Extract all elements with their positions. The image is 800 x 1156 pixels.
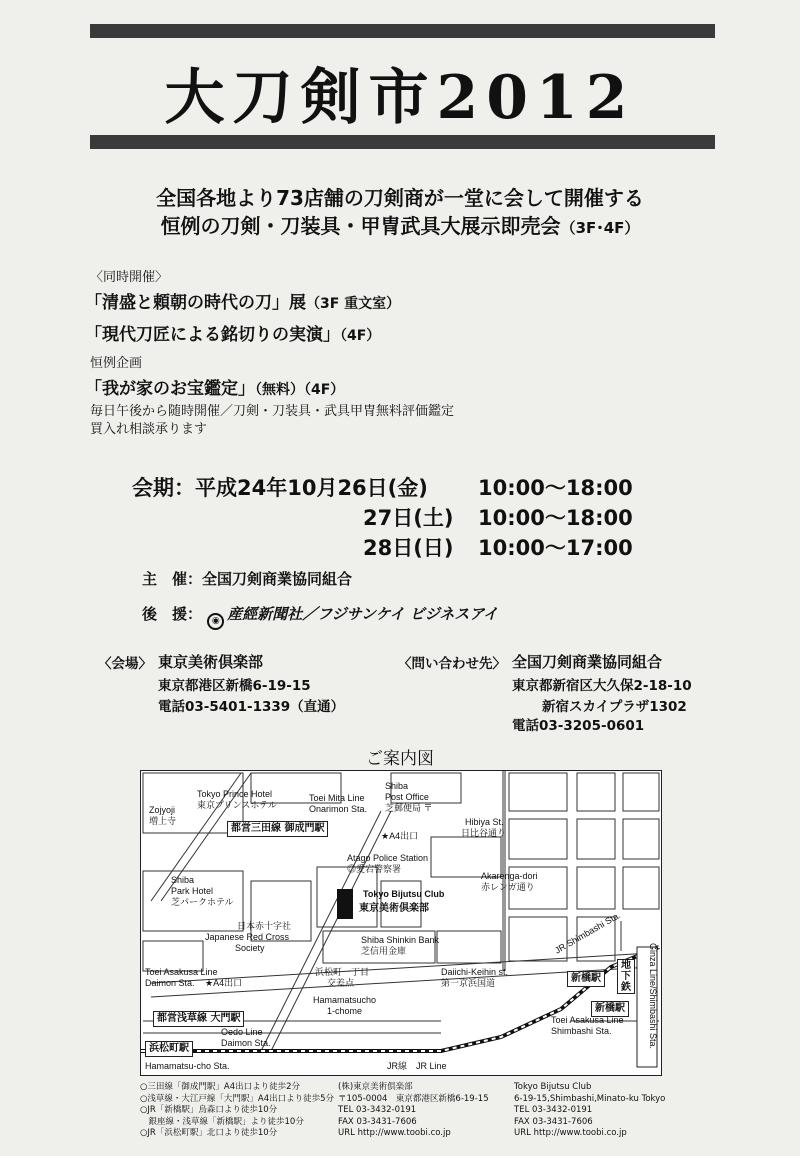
simultaneous-item-2 <box>85 320 380 345</box>
akarenga-en: Akarenga-dori <box>481 871 538 881</box>
annual-heading: 恒例企画 <box>90 356 143 371</box>
annual-desc-2: 買入れ相談承ります <box>90 422 208 437</box>
a4-north: ★A4出口 <box>381 831 419 841</box>
jp-info-line: (株)東京美術倶楽部 <box>338 1082 413 1092</box>
en-info-line: URL http://www.toobi.co.jp <box>514 1128 627 1139</box>
asakusa-en-2: Daimon Sta. <box>145 978 195 988</box>
session-date-3: 28日(日) <box>363 536 454 560</box>
jr-line-label: JR線 JR Line <box>387 1061 447 1071</box>
organizer-line <box>142 568 352 589</box>
hamamatsu1-en-1: Hamamatsucho <box>313 995 377 1005</box>
access-map <box>140 770 662 1076</box>
session-time-1: 10:00〜18:00 <box>478 476 633 500</box>
station-onarimon: 都営三田線 御成門駅 <box>227 821 328 837</box>
access-item: 銀座線・浅草線「新橋駅」より徒歩10分 <box>140 1116 304 1127</box>
venue-phone: 電話03-5401-1339（直通） <box>158 699 345 715</box>
access-item: ○JR「新橋駅」烏森口より徒歩10分 <box>140 1105 278 1116</box>
jp-info-line: 〒105-0004 東京都港区新橋6-19-15 <box>338 1093 489 1104</box>
jp-info-line: TEL 03-3432-0191 <box>338 1105 417 1116</box>
hibiya-en: Hibiya St. <box>465 817 504 827</box>
support-line <box>142 603 498 630</box>
access-item: ○JR「浜松町駅」北口より徒歩10分 <box>140 1128 278 1139</box>
event-title: 大刀剣市2012 <box>164 63 636 133</box>
station-hamamatsucho: 浜松町駅 <box>145 1041 193 1057</box>
en-info-line: FAX 03-3431-7606 <box>514 1116 593 1127</box>
venue-building-icon <box>337 889 353 919</box>
annual-item <box>85 374 344 399</box>
session-date-2: 27日(土) <box>363 506 454 530</box>
ginza-line-en: Ginza Line/Shimbashi Sta. <box>648 943 658 1050</box>
hamamatsu1-jp-2: 交差点 <box>327 978 355 988</box>
mita-en-1: Toei Mita Line <box>309 793 365 803</box>
redcross-en-1: Japanese Red Cross <box>205 932 290 942</box>
access-item: ○三田線「御成門駅」A4出口より徒歩2分 <box>140 1082 301 1092</box>
simultaneous-item-2-note: （4F） <box>340 328 381 344</box>
a4-south: ★A4出口 <box>205 978 243 988</box>
zojoji-jp: 増上寺 <box>149 816 177 826</box>
organizer-label: 主 催： <box>142 570 203 588</box>
prince-en: Tokyo Prince Hotel <box>197 789 273 799</box>
club-jp: 東京美術倶楽部 <box>359 903 429 914</box>
organizer-name: 全国刀剣商業協同組合 <box>202 570 353 588</box>
contact-phone: 電話03-3205-0601 <box>512 718 645 734</box>
contact-address-1: 東京都新宿区大久保2-18-10 <box>512 678 692 694</box>
support-name: 産經新聞社／フジサンケイ ビジネスアイ <box>227 605 498 623</box>
session-time-3: 10:00〜17:00 <box>478 536 633 560</box>
shinkin-jp: 芝信用金庫 <box>361 946 407 956</box>
simultaneous-item-1 <box>85 288 400 313</box>
oedo-en-2: Daimon Sta. <box>221 1038 271 1048</box>
park-jp: 芝パークホテル <box>171 897 234 907</box>
venue-address: 東京都港区新橋6-19-15 <box>158 678 311 694</box>
contact-label: 〈問い合わせ先〉 <box>398 656 506 672</box>
lead-line-2-main: 恒例の刀剣・刀装具・甲冑武具大展示即売会 <box>160 214 561 238</box>
lead-line-2 <box>0 210 800 239</box>
simultaneous-item-2-title: 「現代刀匠による銘切りの実演」 <box>85 325 340 345</box>
venue-name: 東京美術倶楽部 <box>158 653 264 671</box>
en-info-line: 6-19-15,Shimbashi,Minato-ku Tokyo <box>514 1093 666 1104</box>
chikatetsu-char-2: 下 <box>621 971 631 982</box>
support-label: 後 援： <box>142 605 203 623</box>
hibiya-jp: 日比谷通り <box>461 828 507 838</box>
venue-label: 〈会場〉 <box>98 656 152 672</box>
jp-info <box>338 1082 489 1140</box>
post-en-1: Shiba <box>385 781 409 791</box>
simultaneous-item-1-title: 「清盛と頼朝の時代の刀」展 <box>85 293 306 313</box>
redcross-jp: 日本赤十字社 <box>237 921 292 931</box>
hamamatsucho-en: Hamamatsu-cho Sta. <box>145 1061 230 1071</box>
session-label: 会期：平成24年10月26日(金) <box>132 476 428 500</box>
annual-item-note: （無料）（4F） <box>255 382 345 398</box>
shinkin-en: Shiba Shinkin Bank <box>361 935 440 945</box>
hamamatsu1-en-2: 1-chome <box>327 1006 363 1016</box>
atago-en: Atago Police Station <box>347 853 429 863</box>
en-info-line: TEL 03-3432-0191 <box>514 1105 593 1116</box>
asakusa-en-1: Toei Asakusa Line <box>145 967 218 977</box>
en-info-line: Tokyo Bijutsu Club <box>514 1082 592 1092</box>
station-shimbashi-subway: 新橋駅 <box>591 1001 629 1017</box>
toei-shimbashi-en-1: Toei Asakusa Line <box>551 1015 624 1025</box>
contact-address-2: 新宿スカイプラザ1302 <box>542 699 687 715</box>
sankei-logo-icon: ◉ <box>207 613 224 630</box>
simultaneous-heading: 〈同時開催〉 <box>90 270 169 285</box>
prince-jp: 東京プリンスホテル <box>197 800 277 810</box>
club-en: Tokyo Bijutsu Club <box>363 889 445 899</box>
atago-jp: ◎愛宕警察署 <box>347 864 402 874</box>
contact-name: 全国刀剣商業協同組合 <box>512 653 663 671</box>
daiichi-en: Daiichi-Keihin st. <box>441 967 509 977</box>
park-en-2: Park Hotel <box>171 886 214 896</box>
lead-line-1: 全国各地より73店舗の刀剣商が一堂に会して開催する <box>156 186 644 210</box>
station-shimbashi: 新橋駅 <box>567 971 605 987</box>
en-info <box>514 1082 665 1140</box>
jr-shimbashi-en: JR Shimbashi Sta. <box>553 909 623 956</box>
access-list <box>140 1082 334 1140</box>
akarenga-jp: 赤レンガ通り <box>481 882 535 892</box>
lead-floor-note: （3F･4F） <box>560 219 640 237</box>
annual-item-title: 「我が家のお宝鑑定」 <box>85 379 255 399</box>
chikatetsu-char-1: 地 <box>621 960 631 971</box>
access-item: ○浅草線・大江戸線「大門駅」A4出口より徒歩5分 <box>140 1093 335 1104</box>
redcross-en-2: Society <box>235 943 265 953</box>
daiichi-jp: 第一京浜国道 <box>441 978 496 988</box>
hamamatsu1-jp-1: 浜松町一丁目 <box>315 967 370 977</box>
map-title: ご案内図 <box>366 749 434 769</box>
bottom-rule <box>90 135 715 149</box>
post-en-2: Post Office <box>385 792 429 802</box>
toei-shimbashi-en-2: Shimbashi Sta. <box>551 1026 612 1036</box>
simultaneous-item-1-note: （3F 重文室） <box>306 296 401 312</box>
post-jp: 芝郵便局 〒 <box>385 803 433 813</box>
station-daimon: 都営浅草線 大門駅 <box>153 1011 244 1027</box>
session-time-2: 10:00〜18:00 <box>478 506 633 530</box>
park-en-1: Shiba <box>171 875 195 885</box>
jp-info-line: URL http://www.toobi.co.jp <box>338 1128 451 1139</box>
mita-en-2: Onarimon Sta. <box>309 804 368 814</box>
zojoji-en: Zojyoji <box>149 805 176 815</box>
chikatetsu-box <box>617 959 635 994</box>
oedo-en-1: Oedo Line <box>221 1027 263 1037</box>
annual-desc-1: 毎日午後から随時開催／刀剣・刀装具・武具甲冑無料評価鑑定 <box>90 404 455 419</box>
chikatetsu-char-3: 鉄 <box>621 982 631 993</box>
top-rule <box>90 24 715 38</box>
jp-info-line: FAX 03-3431-7606 <box>338 1116 417 1127</box>
